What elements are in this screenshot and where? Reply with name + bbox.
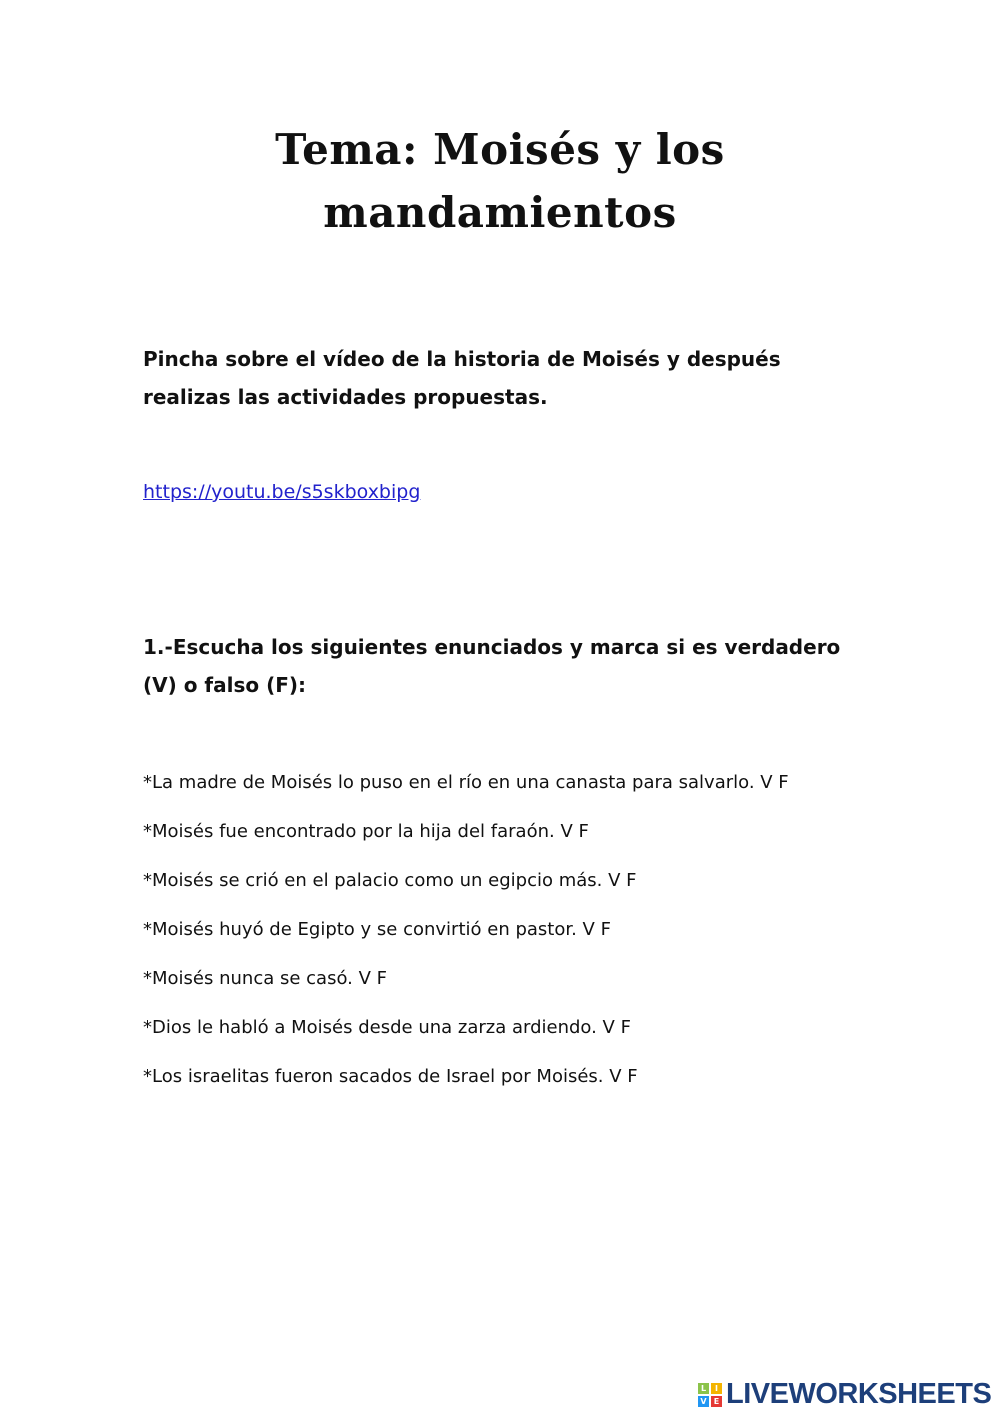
logo-text: LIVEWORKSHEETS	[726, 1378, 992, 1410]
question-heading: 1.-Escucha los siguientes enunciados y marca si es verdadero (V) o falso (F):	[143, 635, 841, 697]
statement-item: *Moisés huyó de Egipto y se convirtió en pastor. V F	[143, 919, 611, 940]
statement-item: *Moisés nunca se casó. V F	[143, 968, 387, 989]
statement-list	[143, 768, 789, 1111]
title-line-2: mandamientos	[323, 188, 677, 237]
statement-item: *Los israelitas fueron sacados de Israel por Moisés. V F	[143, 1066, 638, 1087]
statement-item: *Moisés se crió en el palacio como un egipcio más. V F	[143, 870, 637, 891]
logo-block: I	[711, 1383, 722, 1394]
logo-block: E	[711, 1396, 722, 1407]
statement-item: *Dios le habló a Moisés desde una zarza ardiendo. V F	[143, 1017, 631, 1038]
liveworksheets-logo	[698, 1378, 991, 1411]
intro-text: Pincha sobre el vídeo de la historia de Moisés y después realizas las actividades propuestas.	[143, 347, 781, 409]
statement-item: *La madre de Moisés lo puso en el río en una canasta para salvarlo. V F	[143, 772, 789, 793]
video-link[interactable]: https://youtu.be/s5skboxbipg	[143, 481, 421, 503]
logo-block: L	[698, 1383, 709, 1394]
title-line-1: Tema: Moisés y los	[275, 125, 725, 174]
statement-item: *Moisés fue encontrado por la hija del faraón. V F	[143, 821, 589, 842]
page-title	[0, 118, 1000, 244]
logo-block: V	[698, 1396, 709, 1407]
logo-blocks-icon	[698, 1383, 722, 1407]
